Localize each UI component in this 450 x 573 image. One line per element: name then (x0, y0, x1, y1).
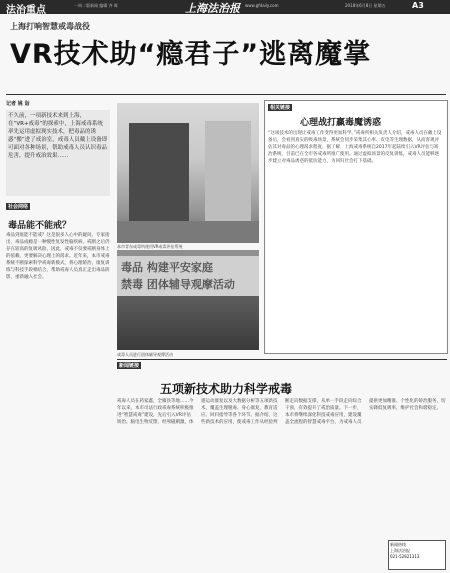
photo1-caption: 本市青东戒毒所使用VR戒毒评估系统 (117, 244, 183, 249)
article2-divider (117, 359, 447, 360)
sidebar-body: “这项技术的出现让戒毒工作变得更加科学。”戒毒所相关负责人介绍，戒毒人员在戴上设备后，会看到真实的吸毒场景，系统会同步采集其心率、皮电等生理数据，从而客观评估其对毒品的心理渴求程度。据了解，上海戒毒系统自2017年起陆续引入VR评估与矫治系统，目前已在全市各戒毒所推广使用。通过虚拟场景的反复训练，戒毒人员能够逐步建立对毒品诱惑的抵抗能力，为回归社会打下基础。 (268, 131, 442, 164)
kicker-line: 上海打响智慧戒毒战役 (10, 22, 90, 31)
top-header-bar (0, 0, 450, 14)
masthead-logo: 上海法治报 (185, 2, 240, 15)
column-title: 毒品能不能戒？ (8, 221, 72, 231)
vr-room-photo (117, 103, 259, 243)
stamp-line-3: 021-52921313 (390, 554, 420, 559)
lede-box: 不久前，一项新技术来到上海，在“VR+戒毒”的探索中，上海戒毒系统率先运用虚拟现实技术，把毒品的诱惑“搬”进了戒治室，戒毒人员戴上设备即可面对各种场景，帮助戒毒人员认识毒品危害，提升戒治效果…… (6, 110, 110, 196)
editor-credit: 一周二版新闻 编辑 齐 晖 (74, 3, 118, 8)
main-headline: VR技术助“瘾君子”逃离魔掌 (10, 39, 372, 70)
sidebar-title: 心理战打赢毒魔诱惑 (300, 118, 382, 128)
article2-title: 五项新技术助力科学戒毒 (160, 382, 293, 396)
column-body: 毒品到底能不能戒？这是很多人心中的疑问。专家指出，毒品成瘾是一种慢性复发性脑疾病，戒断之后仍存在较高的复吸风险。因此，戒毒不仅要戒断身体上的依赖，更要解决心理上的渴求。近年来，本市戒毒系统不断探索科学戒毒新模式，将心理矫治、康复训练与科技手段相结合，帮助戒毒人员真正走出毒品阴影，重新融入社会。 (6, 233, 110, 280)
photo-banner (117, 256, 259, 296)
stamp-line-2: 上海法治报 (390, 548, 410, 553)
photo-floor (117, 221, 259, 243)
website-url: www.gfdaily.com (245, 3, 279, 8)
photo-wall-panel (205, 121, 251, 225)
headline-divider (6, 94, 446, 95)
photo2-caption: 戒毒人员进行团体辅导观摩活动 (117, 352, 173, 357)
stamp-line-1: 新闻热线 (390, 542, 406, 547)
article2-tag: 新闻链接 (119, 363, 140, 369)
page-number: A3 (412, 1, 424, 10)
banner-text-2: 禁毒 团体辅导观摩活动 (121, 278, 235, 291)
hotline-stamp (388, 540, 446, 570)
photo-crowd (117, 296, 259, 350)
article2-body: 戒毒人员在药家鑫、全椒县等地……今年以来，本市司法行政戒毒系统积极推进“智慧戒毒”建设，先后引入VR评估矫治、脑电生物反馈、经颅磁刺激、体感运动康复以及大数据分析等五项新技术，覆盖生理脱毒、身心康复、教育适应、回归指导等各个环节。据介绍，这些新技术的应用，使戒毒工作从经验判断走向数据支撑，从单一手段走向综合干预，有效提升了戒治质量。下一步，本市将继续深化科技戒毒应用，建设覆盖全流程的智慧戒毒平台，为戒毒人员提供更加精准、个性化的矫治服务，切实降低复吸率，维护社会和谐稳定。 (117, 399, 446, 425)
sidebar-tag: 相关链接 (270, 105, 291, 111)
photo-door (129, 123, 189, 223)
lede-byline: 记者 姚 诣 (6, 101, 30, 107)
group-activity-photo (117, 250, 259, 350)
banner-text-1: 毒品 构建平安家庭 (121, 261, 213, 274)
issue-date: 2018年6月8日 星期五 (345, 3, 386, 8)
column-label: 社会网络 (8, 204, 29, 210)
section-name: 法治重点 (6, 5, 46, 16)
